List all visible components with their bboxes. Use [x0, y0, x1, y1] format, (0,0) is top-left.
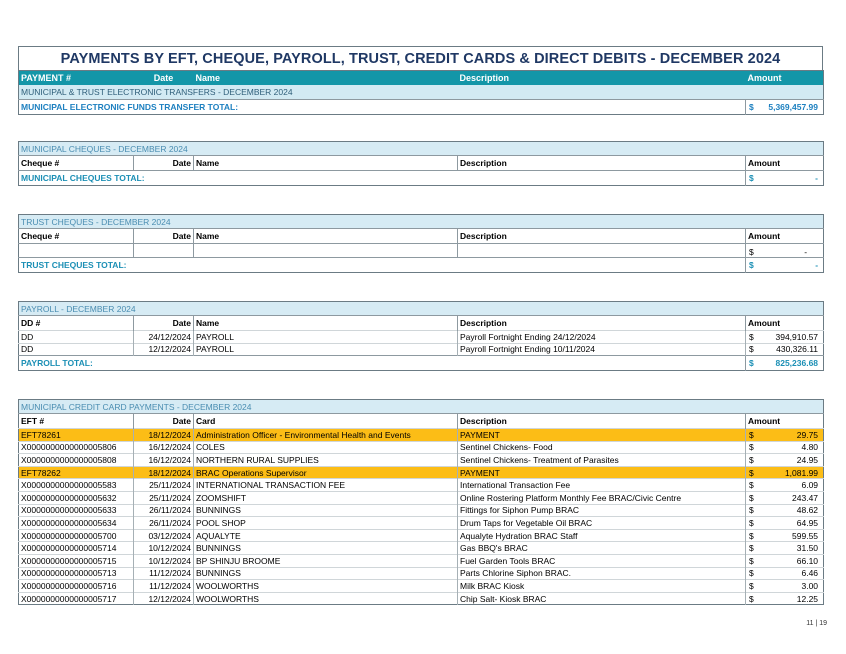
trust-cheques-total-label: TRUST CHEQUES TOTAL: — [21, 260, 127, 270]
row-amount-cell — [746, 529, 824, 542]
row-amount-cell — [746, 491, 824, 504]
row-date: 25/11/2024 — [134, 479, 194, 492]
trust-cheques-total-cell — [746, 258, 824, 273]
trust-cheques-row-currency: $ — [749, 247, 754, 257]
header-name: Name — [194, 71, 458, 85]
row-amount-cell — [746, 479, 824, 492]
row-date: 26/11/2024 — [134, 504, 194, 517]
row-date: 03/12/2024 — [134, 529, 194, 542]
municipal-cheques-total-currency: $ — [749, 173, 754, 183]
eft-section-title: MUNICIPAL & TRUST ELECTRONIC TRANSFERS - DECEMBER 2024 — [19, 85, 824, 100]
row-date: 18/12/2024 — [134, 466, 194, 479]
row-amount: 6.46 — [801, 568, 819, 579]
row-description: Online Rostering Platform Monthly Fee BRAC/Civic Centre — [458, 491, 746, 504]
row-description: Parts Chlorine Siphon BRAC. — [458, 567, 746, 580]
row-amount: 4.80 — [801, 442, 819, 453]
row-amount-cell — [746, 554, 824, 567]
row-amount: 1,081.99 — [784, 467, 819, 478]
trust-cheques-header-row — [19, 229, 824, 244]
col-amount: Amount — [746, 156, 824, 171]
row-amount: 12.25 — [796, 593, 819, 604]
header-amount: Amount — [746, 71, 824, 85]
row-id: DD — [19, 331, 134, 344]
credit-cards-title-row — [19, 400, 824, 414]
row-name: BUNNINGS — [194, 567, 458, 580]
row-description: Payroll Fortnight Ending 24/12/2024 — [458, 331, 746, 344]
row-date: 12/12/2024 — [134, 592, 194, 605]
row-date: 26/11/2024 — [134, 517, 194, 530]
row-id: X0000000000000005808 — [19, 454, 134, 467]
row-description: Sentinel Chickens- Food — [458, 441, 746, 454]
empty-cell — [194, 244, 458, 258]
row-currency: $ — [749, 555, 754, 566]
row-name: BUNNINGS — [194, 542, 458, 555]
row-name: BP SHINJU BROOME — [194, 554, 458, 567]
col-cheque-number: Cheque # — [21, 158, 60, 168]
credit-card-row — [19, 466, 824, 479]
col-name: Name — [194, 156, 458, 171]
row-amount: 6.09 — [801, 480, 819, 491]
col-date: Date — [134, 156, 194, 171]
municipal-cheques-title-row — [19, 142, 824, 156]
payroll-total-label: PAYROLL TOTAL: — [21, 358, 93, 369]
row-currency: $ — [749, 517, 754, 528]
trust-cheques-total-amount: - — [815, 260, 819, 270]
row-date: 10/12/2024 — [134, 554, 194, 567]
credit-card-row — [19, 580, 824, 593]
col-name: Name — [194, 229, 458, 244]
trust-cheques-total-row — [19, 258, 824, 273]
row-date: 18/12/2024 — [134, 429, 194, 442]
col-cheque-number: Cheque # — [21, 231, 60, 241]
municipal-cheques-total-cell — [746, 171, 824, 186]
credit-card-row — [19, 491, 824, 504]
page-number: 11 | 19 — [806, 620, 827, 627]
row-amount: 29.75 — [796, 429, 819, 440]
row-amount-cell — [746, 542, 824, 555]
row-name: COLES — [194, 441, 458, 454]
row-amount: 3.00 — [801, 580, 819, 591]
municipal-cheques-section — [18, 141, 823, 186]
row-date: 11/12/2024 — [134, 567, 194, 580]
row-id: X0000000000000005717 — [19, 592, 134, 605]
row-id: X0000000000000005716 — [19, 580, 134, 593]
row-amount-cell — [746, 466, 824, 479]
row-currency: $ — [749, 331, 754, 342]
row-amount: 394,910.57 — [775, 331, 819, 342]
eft-section — [18, 70, 823, 115]
row-amount-cell — [746, 441, 824, 454]
trust-cheques-total-currency: $ — [749, 260, 754, 270]
row-description: Milk BRAC Kiosk — [458, 580, 746, 593]
row-id: EFT78262 — [19, 466, 134, 479]
col-description: Description — [458, 156, 746, 171]
row-id: X0000000000000005713 — [19, 567, 134, 580]
row-name: BRAC Operations Supervisor — [194, 466, 458, 479]
row-description: Sentinel Chickens- Treatment of Parasites — [458, 454, 746, 467]
trust-cheques-title-row — [19, 215, 824, 229]
row-amount-cell — [746, 331, 824, 344]
credit-cards-header-row — [19, 414, 824, 429]
row-currency: $ — [749, 505, 754, 516]
trust-cheques-section — [18, 214, 823, 273]
col-amount: Amount — [746, 229, 824, 244]
credit-card-rows — [19, 429, 824, 605]
row-description: Drum Taps for Vegetable Oil BRAC — [458, 517, 746, 530]
row-currency: $ — [749, 344, 754, 355]
payroll-title: PAYROLL - DECEMBER 2024 — [19, 302, 824, 316]
eft-total-label: MUNICIPAL ELECTRONIC FUNDS TRANSFER TOTAL: — [21, 102, 239, 112]
trust-cheques-row-amount: - — [804, 247, 808, 257]
row-description: Chip Salt- Kiosk BRAC — [458, 592, 746, 605]
col-description: Description — [458, 229, 746, 244]
row-date: 10/12/2024 — [134, 542, 194, 555]
payroll-total-amount: 825,236.68 — [775, 358, 819, 369]
row-id: X0000000000000005632 — [19, 491, 134, 504]
row-amount: 31.50 — [796, 543, 819, 554]
credit-cards-title: MUNICIPAL CREDIT CARD PAYMENTS - DECEMBER 2024 — [19, 400, 824, 414]
payroll-header-row — [19, 316, 824, 331]
credit-card-row — [19, 479, 824, 492]
row-amount-cell — [746, 567, 824, 580]
row-name: PAYROLL — [194, 331, 458, 344]
row-amount-cell — [746, 429, 824, 442]
row-date: 25/11/2024 — [134, 491, 194, 504]
report-title: PAYMENTS BY EFT, CHEQUE, PAYROLL, TRUST, CREDIT CARDS & DIRECT DEBITS - DECEMBER 2024 — [18, 46, 823, 70]
payroll-title-row — [19, 302, 824, 316]
row-description: PAYMENT — [458, 429, 746, 442]
municipal-cheques-total-amount: - — [815, 173, 819, 183]
row-currency: $ — [749, 454, 754, 465]
empty-cell — [458, 244, 746, 258]
row-currency: $ — [749, 442, 754, 453]
row-description: International Transaction Fee — [458, 479, 746, 492]
municipal-cheques-title: MUNICIPAL CHEQUES - DECEMBER 2024 — [19, 142, 824, 156]
row-name: Administration Officer - Environmental Health and Events — [194, 429, 458, 442]
row-currency: $ — [749, 568, 754, 579]
row-amount: 599.55 — [792, 530, 819, 541]
row-date: 11/12/2024 — [134, 580, 194, 593]
row-name: POOL SHOP — [194, 517, 458, 530]
header-date: Date — [134, 71, 194, 85]
row-date: 16/12/2024 — [134, 454, 194, 467]
col-date: Date — [134, 316, 194, 331]
row-name: WOOLWORTHS — [194, 580, 458, 593]
eft-total-currency: $ — [749, 102, 754, 112]
col-eft-number: EFT # — [21, 416, 45, 426]
col-date: Date — [134, 414, 194, 429]
row-amount-cell — [746, 517, 824, 530]
trust-cheques-title: TRUST CHEQUES - DECEMBER 2024 — [19, 215, 824, 229]
row-currency: $ — [749, 492, 754, 503]
eft-total-cell — [746, 100, 824, 115]
row-name: PAYROLL — [194, 343, 458, 356]
row-id: EFT78261 — [19, 429, 134, 442]
credit-card-row — [19, 429, 824, 442]
row-currency: $ — [749, 580, 754, 591]
row-amount-cell — [746, 454, 824, 467]
credit-card-row — [19, 567, 824, 580]
credit-cards-section — [18, 399, 823, 605]
payroll-row — [19, 331, 824, 344]
row-description: Fittings for Siphon Pump BRAC — [458, 504, 746, 517]
col-date: Date — [134, 229, 194, 244]
row-id: X0000000000000005714 — [19, 542, 134, 555]
trust-cheques-row-cell — [746, 244, 824, 258]
payroll-section — [18, 301, 823, 371]
row-id: X0000000000000005583 — [19, 479, 134, 492]
municipal-cheques-total-label: MUNICIPAL CHEQUES TOTAL: — [21, 173, 145, 183]
col-card: Card — [194, 414, 458, 429]
row-id: X0000000000000005806 — [19, 441, 134, 454]
main-header-row — [19, 71, 824, 85]
row-amount: 24.95 — [796, 454, 819, 465]
credit-card-row — [19, 517, 824, 530]
row-amount-cell — [746, 580, 824, 593]
payroll-total-cell — [746, 356, 824, 371]
row-id: DD — [19, 343, 134, 356]
row-amount: 66.10 — [796, 555, 819, 566]
row-currency: $ — [749, 467, 754, 478]
municipal-cheques-header-row — [19, 156, 824, 171]
eft-section-title-row — [19, 85, 824, 100]
header-payment-number: PAYMENT # — [19, 71, 134, 85]
credit-card-row — [19, 504, 824, 517]
row-currency: $ — [749, 530, 754, 541]
payroll-rows — [19, 331, 824, 356]
row-date: 12/12/2024 — [134, 343, 194, 356]
row-description: Gas BBQ's BRAC — [458, 542, 746, 555]
row-amount-cell — [746, 343, 824, 356]
row-amount: 430,326.11 — [776, 344, 819, 355]
row-id: X0000000000000005634 — [19, 517, 134, 530]
row-currency: $ — [749, 543, 754, 554]
col-amount: Amount — [746, 316, 824, 331]
row-name: BUNNINGS — [194, 504, 458, 517]
row-amount-cell — [746, 592, 824, 605]
col-dd-number: DD # — [21, 318, 41, 328]
row-id: X0000000000000005715 — [19, 554, 134, 567]
payroll-row — [19, 343, 824, 356]
row-description: Fuel Garden Tools BRAC — [458, 554, 746, 567]
credit-card-row — [19, 554, 824, 567]
row-amount: 48.62 — [796, 505, 819, 516]
col-description: Description — [458, 414, 746, 429]
row-id: X0000000000000005700 — [19, 529, 134, 542]
empty-cell — [134, 244, 194, 258]
eft-total-amount: 5,369,457.99 — [768, 102, 818, 112]
credit-card-row — [19, 454, 824, 467]
row-name: AQUALYTE — [194, 529, 458, 542]
col-amount: Amount — [746, 414, 824, 429]
row-name: ZOOMSHIFT — [194, 491, 458, 504]
row-currency: $ — [749, 593, 754, 604]
municipal-cheques-total-row — [19, 171, 824, 186]
row-name: NORTHERN RURAL SUPPLIES — [194, 454, 458, 467]
row-name: WOOLWORTHS — [194, 592, 458, 605]
row-description: PAYMENT — [458, 466, 746, 479]
row-amount-cell — [746, 504, 824, 517]
payroll-total-currency: $ — [749, 358, 754, 369]
row-amount: 243.47 — [792, 492, 819, 503]
credit-card-row — [19, 592, 824, 605]
col-description: Description — [458, 316, 746, 331]
row-amount: 64.95 — [796, 517, 819, 528]
row-id: X0000000000000005633 — [19, 504, 134, 517]
row-description: Aqualyte Hydration BRAC Staff — [458, 529, 746, 542]
row-currency: $ — [749, 429, 754, 440]
row-date: 16/12/2024 — [134, 441, 194, 454]
row-currency: $ — [749, 480, 754, 491]
col-name: Name — [194, 316, 458, 331]
credit-card-row — [19, 542, 824, 555]
eft-total-row — [19, 100, 824, 115]
row-description: Payroll Fortnight Ending 10/11/2024 — [458, 343, 746, 356]
row-name: INTERNATIONAL TRANSACTION FEE — [194, 479, 458, 492]
credit-card-row — [19, 441, 824, 454]
empty-cell — [19, 244, 134, 258]
payroll-total-row — [19, 356, 824, 371]
row-date: 24/12/2024 — [134, 331, 194, 344]
trust-cheques-empty-row — [19, 244, 824, 258]
header-description: Description — [458, 71, 746, 85]
credit-card-row — [19, 529, 824, 542]
